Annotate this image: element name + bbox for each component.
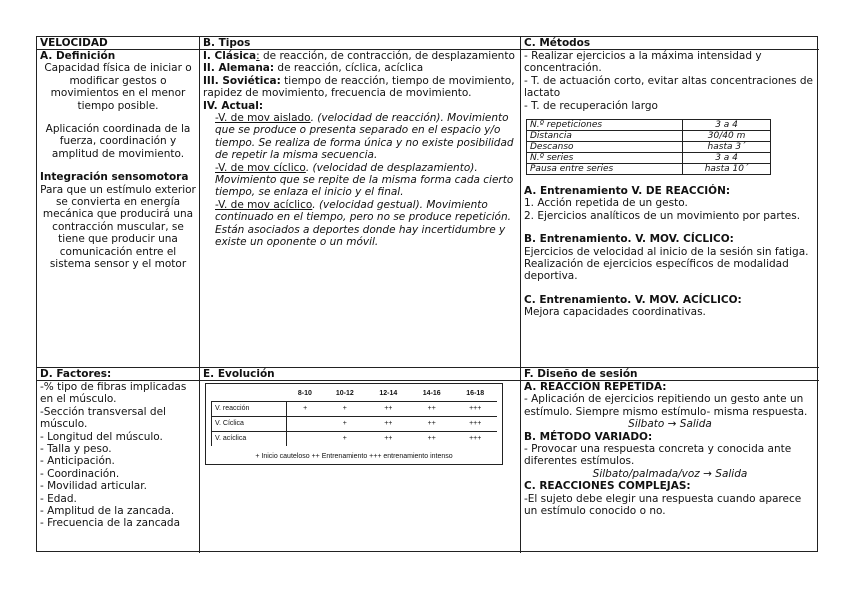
metodos-parameters-table	[526, 119, 771, 175]
header-tipos: B. Tipos	[200, 37, 521, 50]
definicion-p2: Aplicación coordinada de la fuerza, coordinación y amplitud de movimiento.	[45, 123, 191, 160]
factores-cell	[37, 381, 200, 553]
metodos-line-3: - T. de recuperación largo	[524, 99, 658, 112]
header-diseno: F. Diseño de sesión	[521, 368, 819, 381]
list-item: -Sección transversal del músculo.	[40, 405, 166, 431]
table-row: Distancia 30/40 m	[527, 131, 771, 142]
list-item: - Movilidad articular.	[40, 480, 147, 493]
table-row: N.º series 3 a 4	[527, 153, 771, 164]
tipo-actual-list	[203, 112, 517, 248]
entrenamiento-reaccion-title: A. Entrenamiento V. DE REACCIÓN:	[524, 185, 731, 198]
table-row: V. Cíclica + ++ ++ +++	[212, 417, 498, 432]
mov-aciclico: -V. de mov acíclico. (velocidad gestual). Movimiento continuado en el tiempo, pero no se produce repetición. Están asociados a deportes donde hay incertidumbre y existe un oponente o un móvil.	[215, 198, 511, 249]
table-row: N.º repeticiones 3 a 4	[527, 120, 771, 131]
list-item: - Talla y peso.	[40, 443, 112, 456]
tipo-actual: IV. Actual:	[203, 99, 264, 112]
list-item: - Anticipación.	[40, 455, 115, 468]
reacciones-complejas-text: -El sujeto debe elegir una respuesta cuando aparece un estímulo conocido o no.	[524, 492, 802, 518]
entrenamiento-aciclico-line: Mejora capacidades coordinativas.	[524, 306, 706, 319]
table-row: V. reacción + + ++ ++ +++	[212, 402, 498, 417]
metodo-variado-title: B. MÉTODO VARIADO:	[524, 430, 653, 443]
table-row: V. acíclica + ++ ++ +++	[212, 432, 498, 447]
list-item: - Edad.	[40, 492, 77, 505]
list-item: - Coordinación.	[40, 467, 120, 480]
mov-aislado: -V. de mov aislado. (velocidad de reacción). Movimiento que se produce o presenta separado en el espacio y/o tiempo. Se realiza de forma única y no existe posibilidad de repetir la misma secuencia.	[215, 112, 514, 162]
reacciones-complejas-title: C. REACCIONES COMPLEJAS:	[524, 480, 691, 493]
reaccion-repetida-text: - Aplicación de ejercicios repitiendo un gesto ante un estímulo. Siempre mismo estímulo- misma respuesta.	[524, 393, 808, 418]
definicion-p3: Para que un estímulo exterior se convierta en energía mecánica que producirá una contracción muscular, se tiene que producir una comunicación entre el sistema sensor y el motor	[40, 183, 196, 271]
entrenamiento-reaccion-line: 1. Acción repetida de un gesto.	[524, 197, 688, 210]
tipo-clasica: I. Clásica: de reacción, de contracción, de desplazamiento	[203, 50, 515, 62]
integracion-title: Integración sensomotora	[40, 171, 189, 184]
entrenamiento-reaccion-line: 2. Ejercicios analíticos de un movimiento por partes.	[524, 209, 801, 222]
entrenamiento-ciclico-line: Realización de ejercicios específicos de modalidad deportiva.	[524, 258, 789, 283]
metodo-variado-example: Silbato/palmada/voz → Salida	[592, 467, 748, 480]
table-row: Pausa entre series hasta 10´	[527, 164, 771, 175]
mov-ciclico: -V. de mov cíclico. (velocidad de desplazamiento). Movimiento que se repite de la misma forma cada cierto tiempo, se enlaza el inicio y el final.	[215, 161, 514, 199]
reaccion-repetida-example: Silbato → Salida	[628, 418, 712, 431]
evolucion-header-row: 8-10 10-12 12-14 14-16 16-18	[297, 390, 485, 397]
definicion-title: A. Definición	[40, 50, 116, 62]
summary-table	[36, 36, 818, 552]
metodo-variado-text: - Provocar una respuesta concreta y conocida ante diferentes estímulos.	[524, 443, 792, 468]
entrenamiento-ciclico-line: Ejercicios de velocidad al inicio de la sesión sin fatiga.	[524, 245, 809, 258]
list-item: - Longitud del músculo.	[40, 430, 163, 443]
evolucion-figure	[205, 383, 503, 465]
table-row: Descanso hasta 3´	[527, 142, 771, 153]
header-velocidad: VELOCIDAD	[37, 37, 200, 50]
header-evolucion: E. Evolución	[200, 368, 521, 381]
entrenamiento-ciclico-title: B. Entrenamiento. V. MOV. CÍCLICO:	[524, 233, 734, 246]
definicion-cell	[37, 50, 200, 368]
list-item: - Frecuencia de la zancada	[40, 517, 181, 530]
metodos-line-1: - Realizar ejercicios a la máxima intensidad y concentración.	[524, 50, 762, 75]
evolucion-table	[211, 387, 497, 446]
evolucion-cell	[200, 381, 521, 553]
tipos-cell	[200, 50, 521, 368]
diseno-cell	[521, 381, 819, 553]
entrenamiento-aciclico-title: C. Entrenamiento. V. MOV. ACÍCLICO:	[524, 293, 742, 306]
metodos-line-2: - T. de actuación corto, evitar altas concentraciones de lactato	[524, 74, 813, 100]
header-factores: D. Factores:	[37, 368, 200, 381]
list-item: - Amplitud de la zancada.	[40, 505, 175, 518]
tipo-alemana: II. Alemana: de reacción, cíclica, acíclica	[203, 62, 424, 75]
header-metodos: C. Métodos	[521, 37, 819, 50]
list-item: -% tipo de fibras implicadas en el músculo.	[40, 381, 187, 406]
tipo-sovietica: III. Soviética: tiempo de reacción, tiempo de movimiento, rapidez de movimiento, frecuencia de movimiento.	[203, 74, 515, 100]
metodos-cell	[521, 50, 819, 368]
definicion-p1: Capacidad física de iniciar o modificar gestos o movimientos en el menor tiempo posible.	[44, 62, 192, 112]
evolucion-legend: + Inicio cauteloso ++ Entrenamiento +++ entrenamiento intenso	[255, 453, 453, 460]
reaccion-repetida-title: A. REACCIÓN REPETIDA:	[524, 381, 667, 393]
